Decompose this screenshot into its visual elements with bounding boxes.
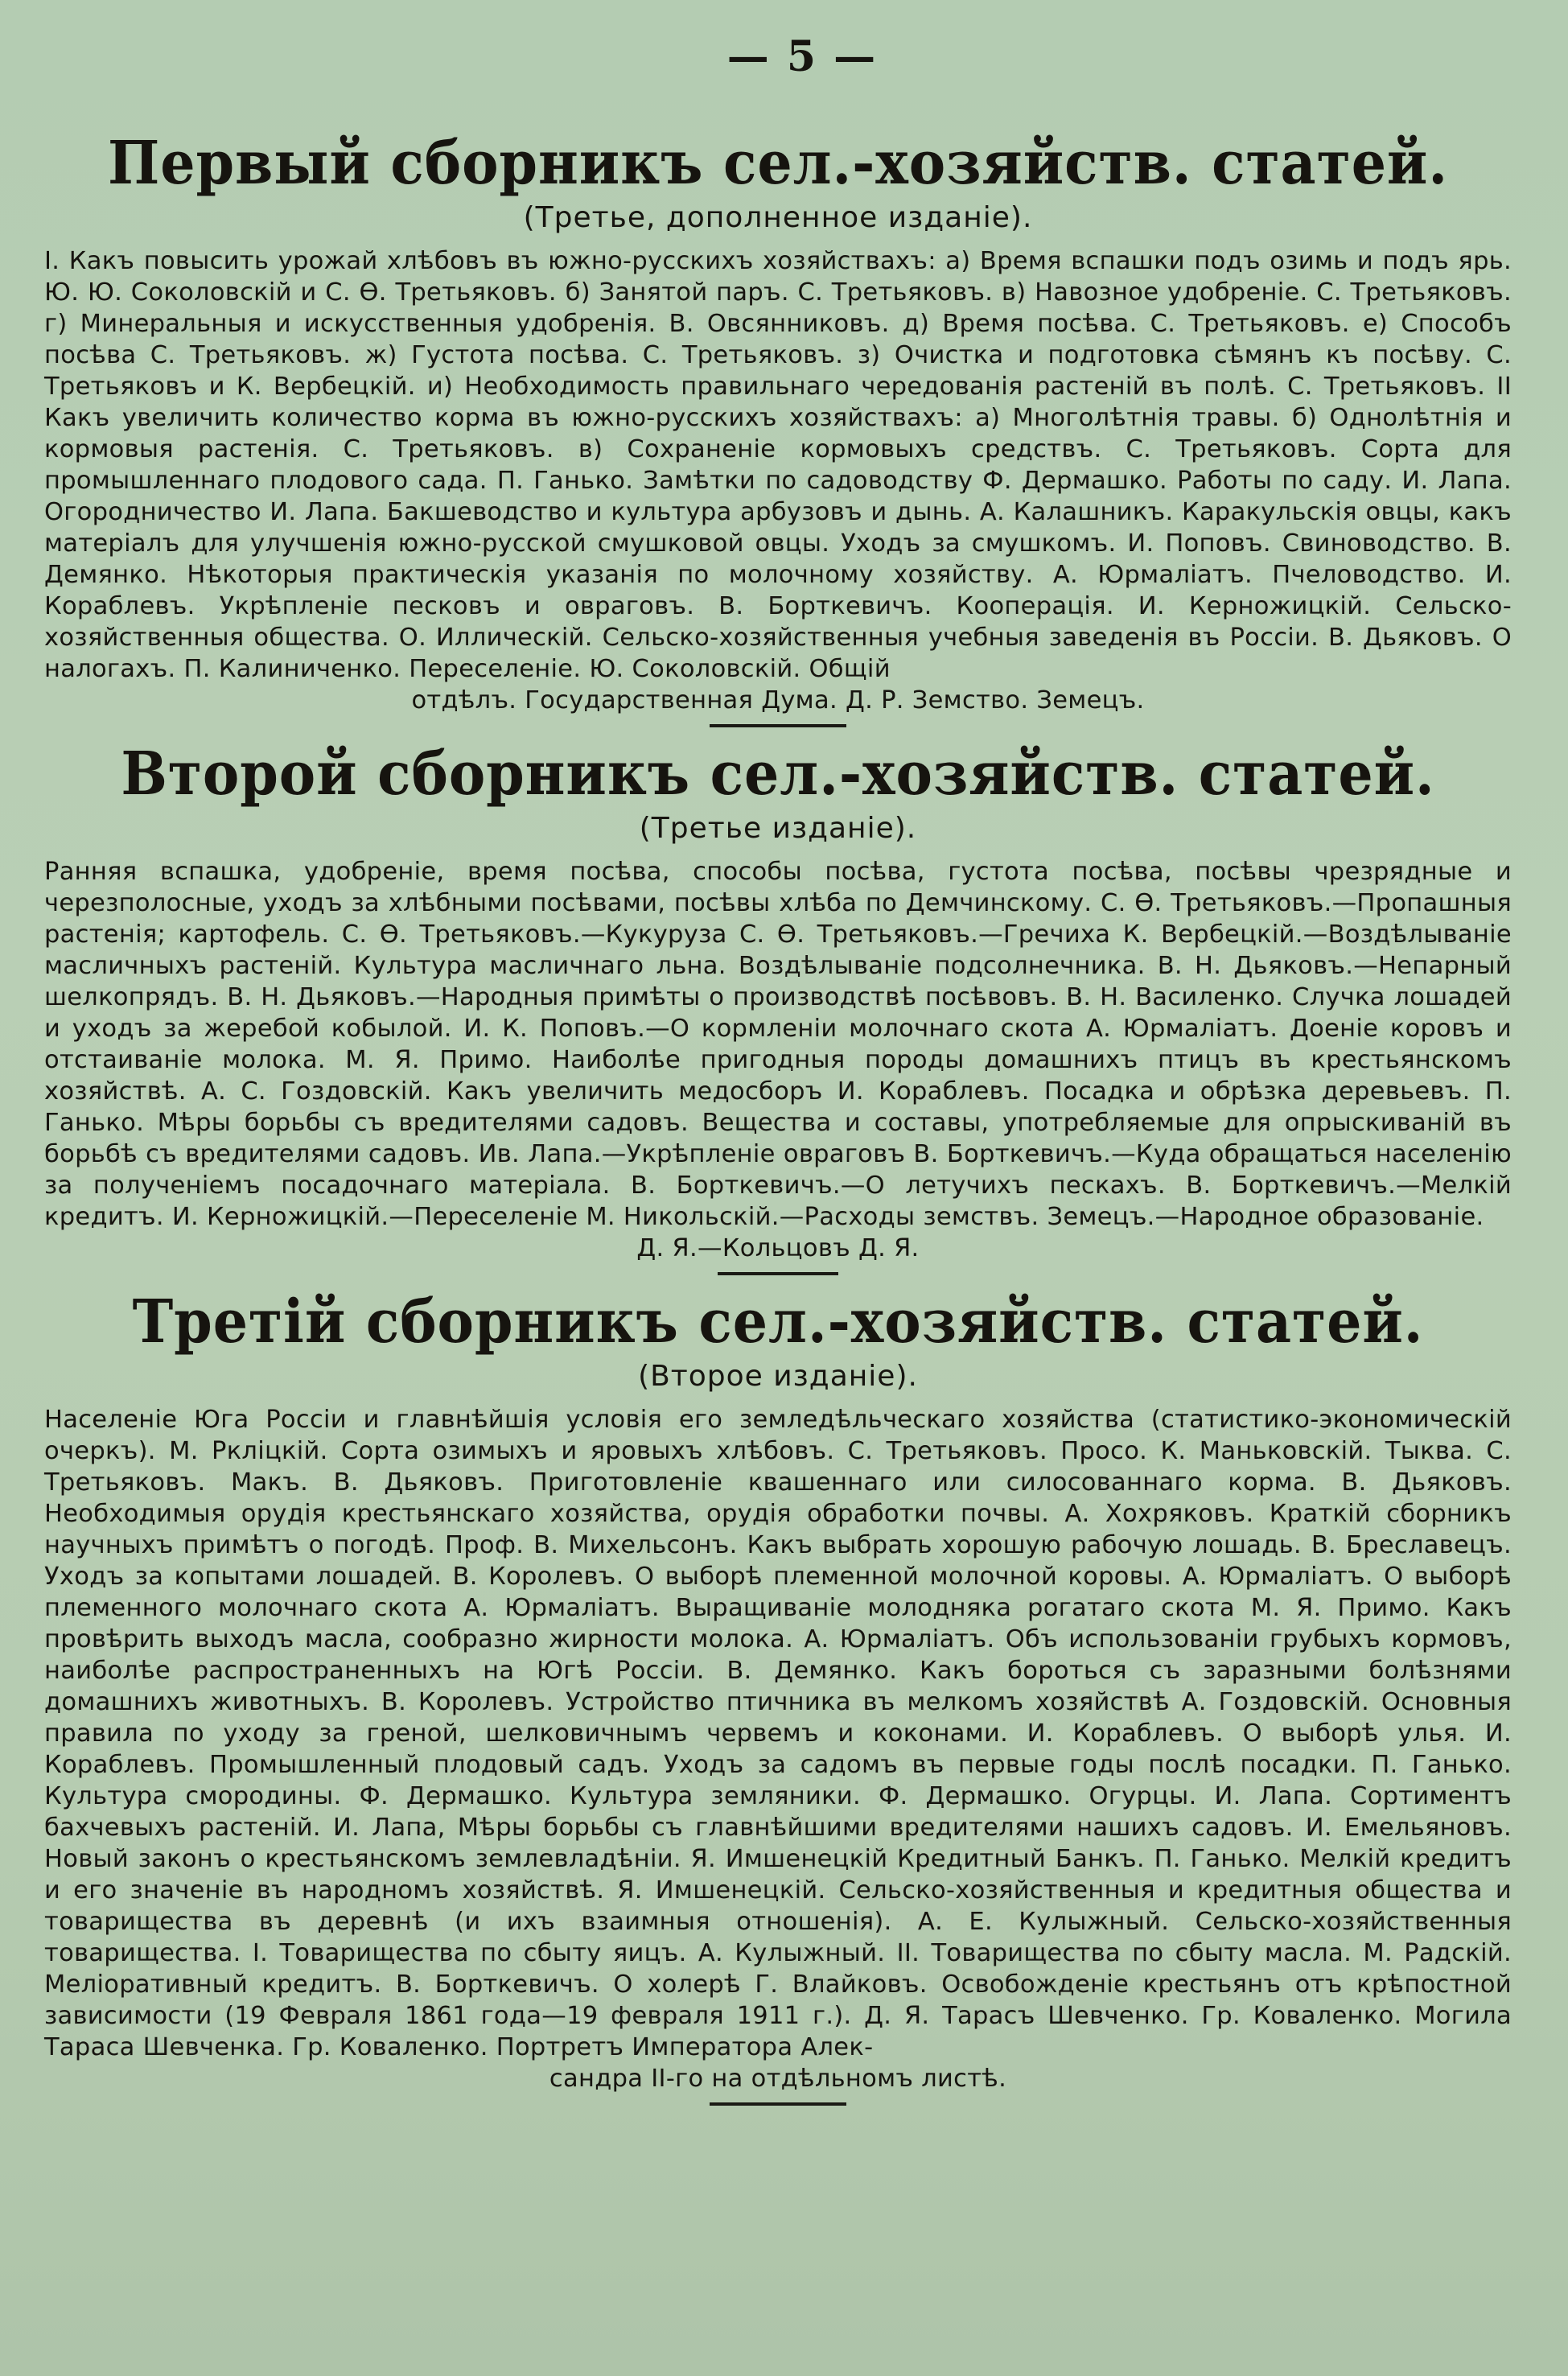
section-edition: (Третье, дополненное изданіе). <box>523 201 1033 235</box>
section-body: Населеніе Юга Россіи и главнѣйшія условія его земледѣльческаго хозяйства (статистико-экономическій очеркъ). М. Ркліцкій. Сорта озимыхъ и яровыхъ хлѣбовъ. С. Третьяковъ. Просо. К. Маньковскій. Тыква. С. Третьяковъ. Макъ. В. Дьяковъ. Приготовленіе квашеннаго или силосованнаго корма. В. Дьяковъ. Необходимыя орудія крестьянскаго хозяйства, орудія обработки почвы. А. Хохряковъ. Краткій сборникъ научныхъ примѣтъ о погодѣ. Проф. В. Михельсонъ. Какъ выбрать хорошую рабочую лошадь. В. Бреславецъ. Уходъ за копытами лошадей. В. Королевъ. О выборѣ племенной молочной коровы. А. Юрмаліатъ. О выборѣ племенного молочнаго скота А. Юрмаліатъ. Выращиваніе молодняка рогатаго скота М. Я. Примо. Какъ провѣрить выходъ масла, сообразно жирности молока. А. Юрмаліатъ. Объ использованіи грубыхъ кормовъ, наиболѣе распространенныхъ на Югѣ Россіи. В. Демянко. Какъ бороться съ заразными болѣзнями домашнихъ животныхъ. В. Королевъ. Устройство птичника въ мелкомъ хозяйствѣ А. Гоздовскій. Основныя правила по уходу за греной, шелковичнымъ червемъ и коконами. И. Кораблевъ. О выборѣ улья. И. Кораблевъ. Промышленный плодовый садъ. Уходъ за садомъ въ первые годы послѣ посадки. П. Ганько. Культура смородины. Ф. Дермашко. Культура земляники. Ф. Дермашко. Огурцы. И. Лапа. Сортиментъ бахчевыхъ растеній. И. Лапа, Мѣры борьбы съ главнѣйшими вредителями нашихъ садовъ. И. Емельяновъ. Новый законъ о крестьянскомъ землевладѣніи. Я. Имшенецкій Кредитный Банкъ. П. Ганько. Мелкій кредитъ и его значеніе въ народномъ хозяйствѣ. Я. Имшенецкій. Сельско-хозяйственныя и кредитныя общества и товарищества въ деревнѣ (и ихъ взаимныя отношенія). А. Е. Кулыжный. Сельско-хозяйственныя товарищества. I. Товарищества по сбыту яицъ. А. Кулыжный. II. Товарищества по сбыту масла. М. Радскій. Меліоративный кредитъ. В. Борткевичъ. О холерѣ Г. Влайковъ. Освобожденіе крестьянъ отъ крѣпостной зависимости (19 Февраля 1861 года—19 февраля 1911 г.). Д. Я. Тарасъ Шевченко. Гр. Коваленко. Могила Тараса Шевченка. Гр. Коваленко. Портретъ Императора Алек- <box>44 1406 1512 2062</box>
section-title: Второй сборникъ сел.-хозяйств. статей. <box>121 739 1435 809</box>
divider <box>710 2102 846 2106</box>
page-number: — 5 — <box>726 32 878 81</box>
section-last-line: сандра II-го на отдѣльномъ листѣ. <box>549 2065 1007 2094</box>
divider <box>710 724 846 727</box>
section-second-collection <box>44 740 1512 1275</box>
section-title: Первый сборникъ сел.-хозяйств. статей. <box>108 129 1448 198</box>
section-last-line: отдѣлъ. Государственная Дума. Д. Р. Земство. Земецъ. <box>411 686 1145 715</box>
section-body: Ранняя вспашка, удобреніе, время посѣва, способы посѣва, густота посѣва, посѣвы чрезрядные и черезполосные, уходъ за хлѣбными посѣвами, посѣвы хлѣба по Демчинскому. С. Ѳ. Третьяковъ.—Пропашныя растенія; картофель. С. Ѳ. Третьяковъ.—Кукуруза С. Ѳ. Третьяковъ.—Гречиха К. Вербецкій.—Воздѣлываніе масличныхъ растеній. Культура масличнаго льна. Воздѣлываніе подсолнечника. В. Н. Дьяковъ.—Непарный шелкопрядъ. В. Н. Дьяковъ.—Народныя примѣты о производствѣ посѣвовъ. В. Н. Василенко. Случка лошадей и уходъ за жеребой кобылой. И. К. Поповъ.—О кормленіи молочнаго скота А. Юрмаліатъ. Доеніе коровъ и отстаиваніе молока. М. Я. Примо. Наиболѣе пригодныя породы домашнихъ птицъ въ крестьянскомъ хозяйствѣ. А. С. Гоздовскій. Какъ увеличить медосборъ И. Кораблевъ. Посадка и обрѣзка деревьевъ. П. Ганько. Мѣры борьбы съ вредителями садовъ. Вещества и составы, употребляемые для опрыскиваній въ борьбѣ съ вредителями садовъ. Ив. Лапа.—Укрѣпленіе овраговъ В. Борткевичъ.—Куда обращаться населенію за полученіемъ посадочнаго матеріала. В. Борткевичъ.—О летучихъ пескахъ. В. Борткевичъ.—Мелкій кредитъ. И. Керножицкій.—Переселеніе М. Никольскій.—Расходы земствъ. Земецъ.—Народное образованіе. <box>44 858 1512 1232</box>
section-third-collection <box>44 1288 1512 2106</box>
section-edition: (Третье изданіе). <box>639 812 917 846</box>
section-body: I. Какъ повысить урожай хлѣбовъ въ южно-русскихъ хозяйствахъ: а) Время вспашки подъ озимь и подъ ярь. Ю. Ю. Соколовскій и С. Ѳ. Третьяковъ. б) Занятой паръ. С. Третьяковъ. в) Навозное удобреніе. С. Третьяковъ. г) Минеральныя и искусственныя удобренія. В. Овсянниковъ. д) Время посѣва. С. Третьяковъ. е) Способъ посѣва С. Третьяковъ. ж) Густота посѣва. С. Третьяковъ. з) Очистка и подготовка сѣмянъ къ посѣву. С. Третьяковъ и К. Вербецкій. и) Необходимость правильнаго чередованія растеній въ полѣ. С. Третьяковъ. II Какъ увеличить количество корма въ южно-русскихъ хозяйствахъ: а) Многолѣтнія травы. б) Однолѣтнія и кормовыя растенія. С. Третьяковъ. в) Сохраненіе кормовыхъ средствъ. С. Третьяковъ. Сорта для промышленнаго плодового сада. П. Ганько. Замѣтки по садоводству Ф. Дермашко. Работы по саду. И. Лапа. Огородничество И. Лапа. Бакшеводство и культура арбузовъ и дынь. А. Калашникъ. Каракульскія овцы, какъ матеріалъ для улучшенія южно-русской смушковой овцы. Уходъ за смушкомъ. И. Поповъ. Свиноводство. В. Демянко. Нѣкоторыя практическія указанія по молочному хозяйству. А. Юрмаліатъ. Пчеловодство. И. Кораблевъ. Укрѣпленіе песковъ и овраговъ. В. Борткевичъ. Кооперація. И. Керножицкій. Сельско-хозяйственныя общества. О. Иллическій. Сельско-хозяйственныя учебныя заведенія въ Россіи. В. Дьяковъ. О налогахъ. П. Калиниченко. Переселеніе. Ю. Соколовскій. Общій <box>44 247 1512 684</box>
section-title: Третій сборникъ сел.-хозяйств. статей. <box>132 1287 1424 1357</box>
section-first-collection <box>44 130 1512 727</box>
divider <box>718 1272 838 1275</box>
section-edition: (Второе изданіе). <box>638 1360 918 1394</box>
section-last-line: Д. Я.—Кольцовъ Д. Я. <box>636 1234 920 1263</box>
